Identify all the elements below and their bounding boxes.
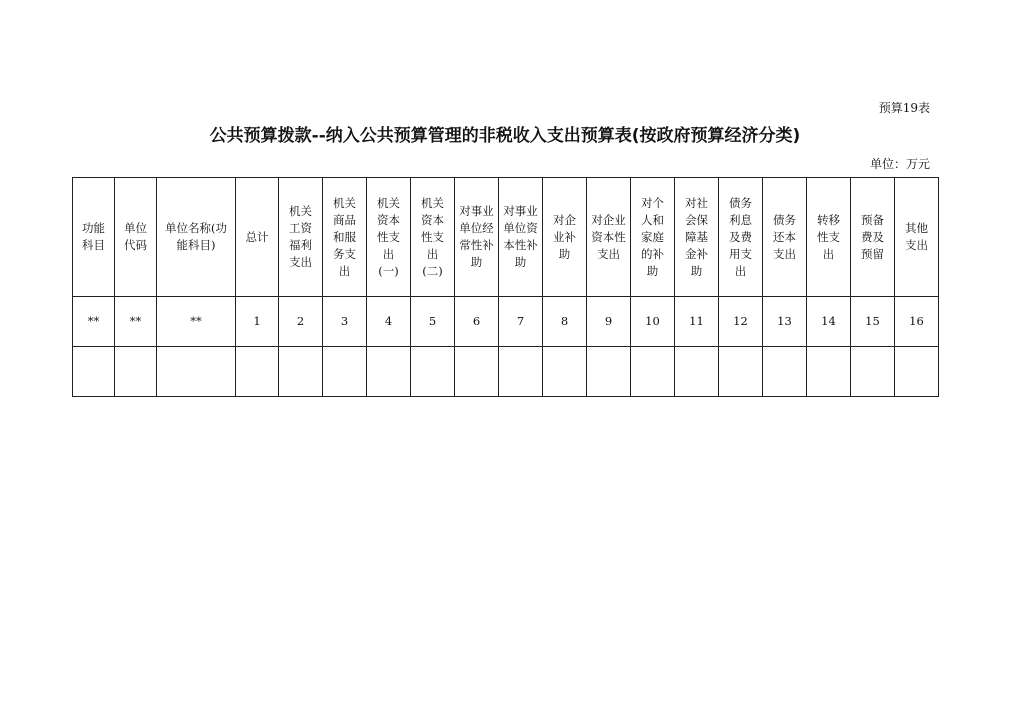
column-header-label: 机关工资福利支出	[288, 204, 312, 269]
column-header	[73, 178, 115, 297]
column-header-label: 总计	[245, 229, 269, 244]
column-index-cell: 11	[675, 297, 719, 347]
column-index-cell: 5	[411, 297, 455, 347]
column-header-label: 机关商品和服务支出	[332, 195, 356, 278]
column-header	[895, 178, 939, 297]
column-index-cell: 4	[367, 297, 411, 347]
empty-cell	[455, 347, 499, 397]
column-header-label: 单位名称(功能科目)	[164, 221, 227, 252]
column-index-cell: 16	[895, 297, 939, 347]
column-header	[587, 178, 631, 297]
column-header	[719, 178, 763, 297]
column-header	[115, 178, 157, 297]
page-title: 公共预算拨款--纳入公共预算管理的非税收入支出预算表(按政府预算经济分类)	[209, 126, 801, 146]
budget-table	[72, 177, 939, 397]
column-header	[763, 178, 807, 297]
column-header	[323, 178, 367, 297]
empty-cell	[675, 347, 719, 397]
column-header	[279, 178, 323, 297]
column-index-cell: 6	[455, 297, 499, 347]
column-index-cell: 9	[587, 297, 631, 347]
column-header-label: 债务利息及费用支出	[728, 195, 752, 278]
column-header	[851, 178, 895, 297]
empty-cell	[543, 347, 587, 397]
column-header-label: 对企业补助	[552, 212, 576, 261]
column-header-label: 机关资本性支出(二)	[420, 195, 444, 278]
column-header	[499, 178, 543, 297]
column-header-label: 对企业资本性支出	[591, 212, 626, 261]
empty-cell	[631, 347, 675, 397]
column-header	[631, 178, 675, 297]
column-index-cell: 8	[543, 297, 587, 347]
column-index-cell: **	[115, 297, 157, 347]
column-index-cell: 7	[499, 297, 543, 347]
empty-cell	[763, 347, 807, 397]
empty-cell	[719, 347, 763, 397]
empty-cell	[851, 347, 895, 397]
column-header-label: 债务还本支出	[772, 212, 796, 261]
column-header-label: 其他支出	[904, 221, 928, 252]
empty-data-row	[73, 347, 939, 397]
empty-cell	[157, 347, 236, 397]
column-header-label: 单位代码	[123, 221, 147, 252]
empty-cell	[499, 347, 543, 397]
column-index-cell: 2	[279, 297, 323, 347]
column-header-label: 对事业单位资本性补助	[503, 204, 538, 269]
empty-cell	[807, 347, 851, 397]
column-header-label: 机关资本性支出(一)	[376, 195, 400, 278]
column-header-label: 对个人和家庭的补助	[640, 195, 664, 278]
column-index-cell: 13	[763, 297, 807, 347]
empty-cell	[279, 347, 323, 397]
column-index-cell: 10	[631, 297, 675, 347]
column-header	[411, 178, 455, 297]
column-index-row	[73, 297, 939, 347]
empty-cell	[587, 347, 631, 397]
column-header-label: 对事业单位经常性补助	[459, 204, 494, 269]
column-index-cell: 15	[851, 297, 895, 347]
column-header	[543, 178, 587, 297]
empty-cell	[73, 347, 115, 397]
column-header-label: 功能科目	[81, 221, 105, 252]
column-header-label: 对社会保障基金补助	[684, 195, 708, 278]
empty-cell	[411, 347, 455, 397]
header-row	[73, 178, 939, 297]
column-index-cell: **	[73, 297, 115, 347]
column-header	[807, 178, 851, 297]
column-header-label: 预备费及预留	[860, 212, 884, 261]
column-header	[236, 178, 279, 297]
column-header	[367, 178, 411, 297]
empty-cell	[115, 347, 157, 397]
column-index-cell: 1	[236, 297, 279, 347]
column-header-label: 转移性支出	[816, 212, 840, 261]
column-index-cell: 14	[807, 297, 851, 347]
column-header	[157, 178, 236, 297]
empty-cell	[367, 347, 411, 397]
column-index-cell: 3	[323, 297, 367, 347]
column-index-cell: **	[157, 297, 236, 347]
empty-cell	[236, 347, 279, 397]
empty-cell	[323, 347, 367, 397]
unit-label: 单位：万元	[869, 157, 930, 171]
column-index-cell: 12	[719, 297, 763, 347]
column-header	[675, 178, 719, 297]
empty-cell	[895, 347, 939, 397]
table-number: 预算19表	[878, 101, 930, 115]
column-header	[455, 178, 499, 297]
